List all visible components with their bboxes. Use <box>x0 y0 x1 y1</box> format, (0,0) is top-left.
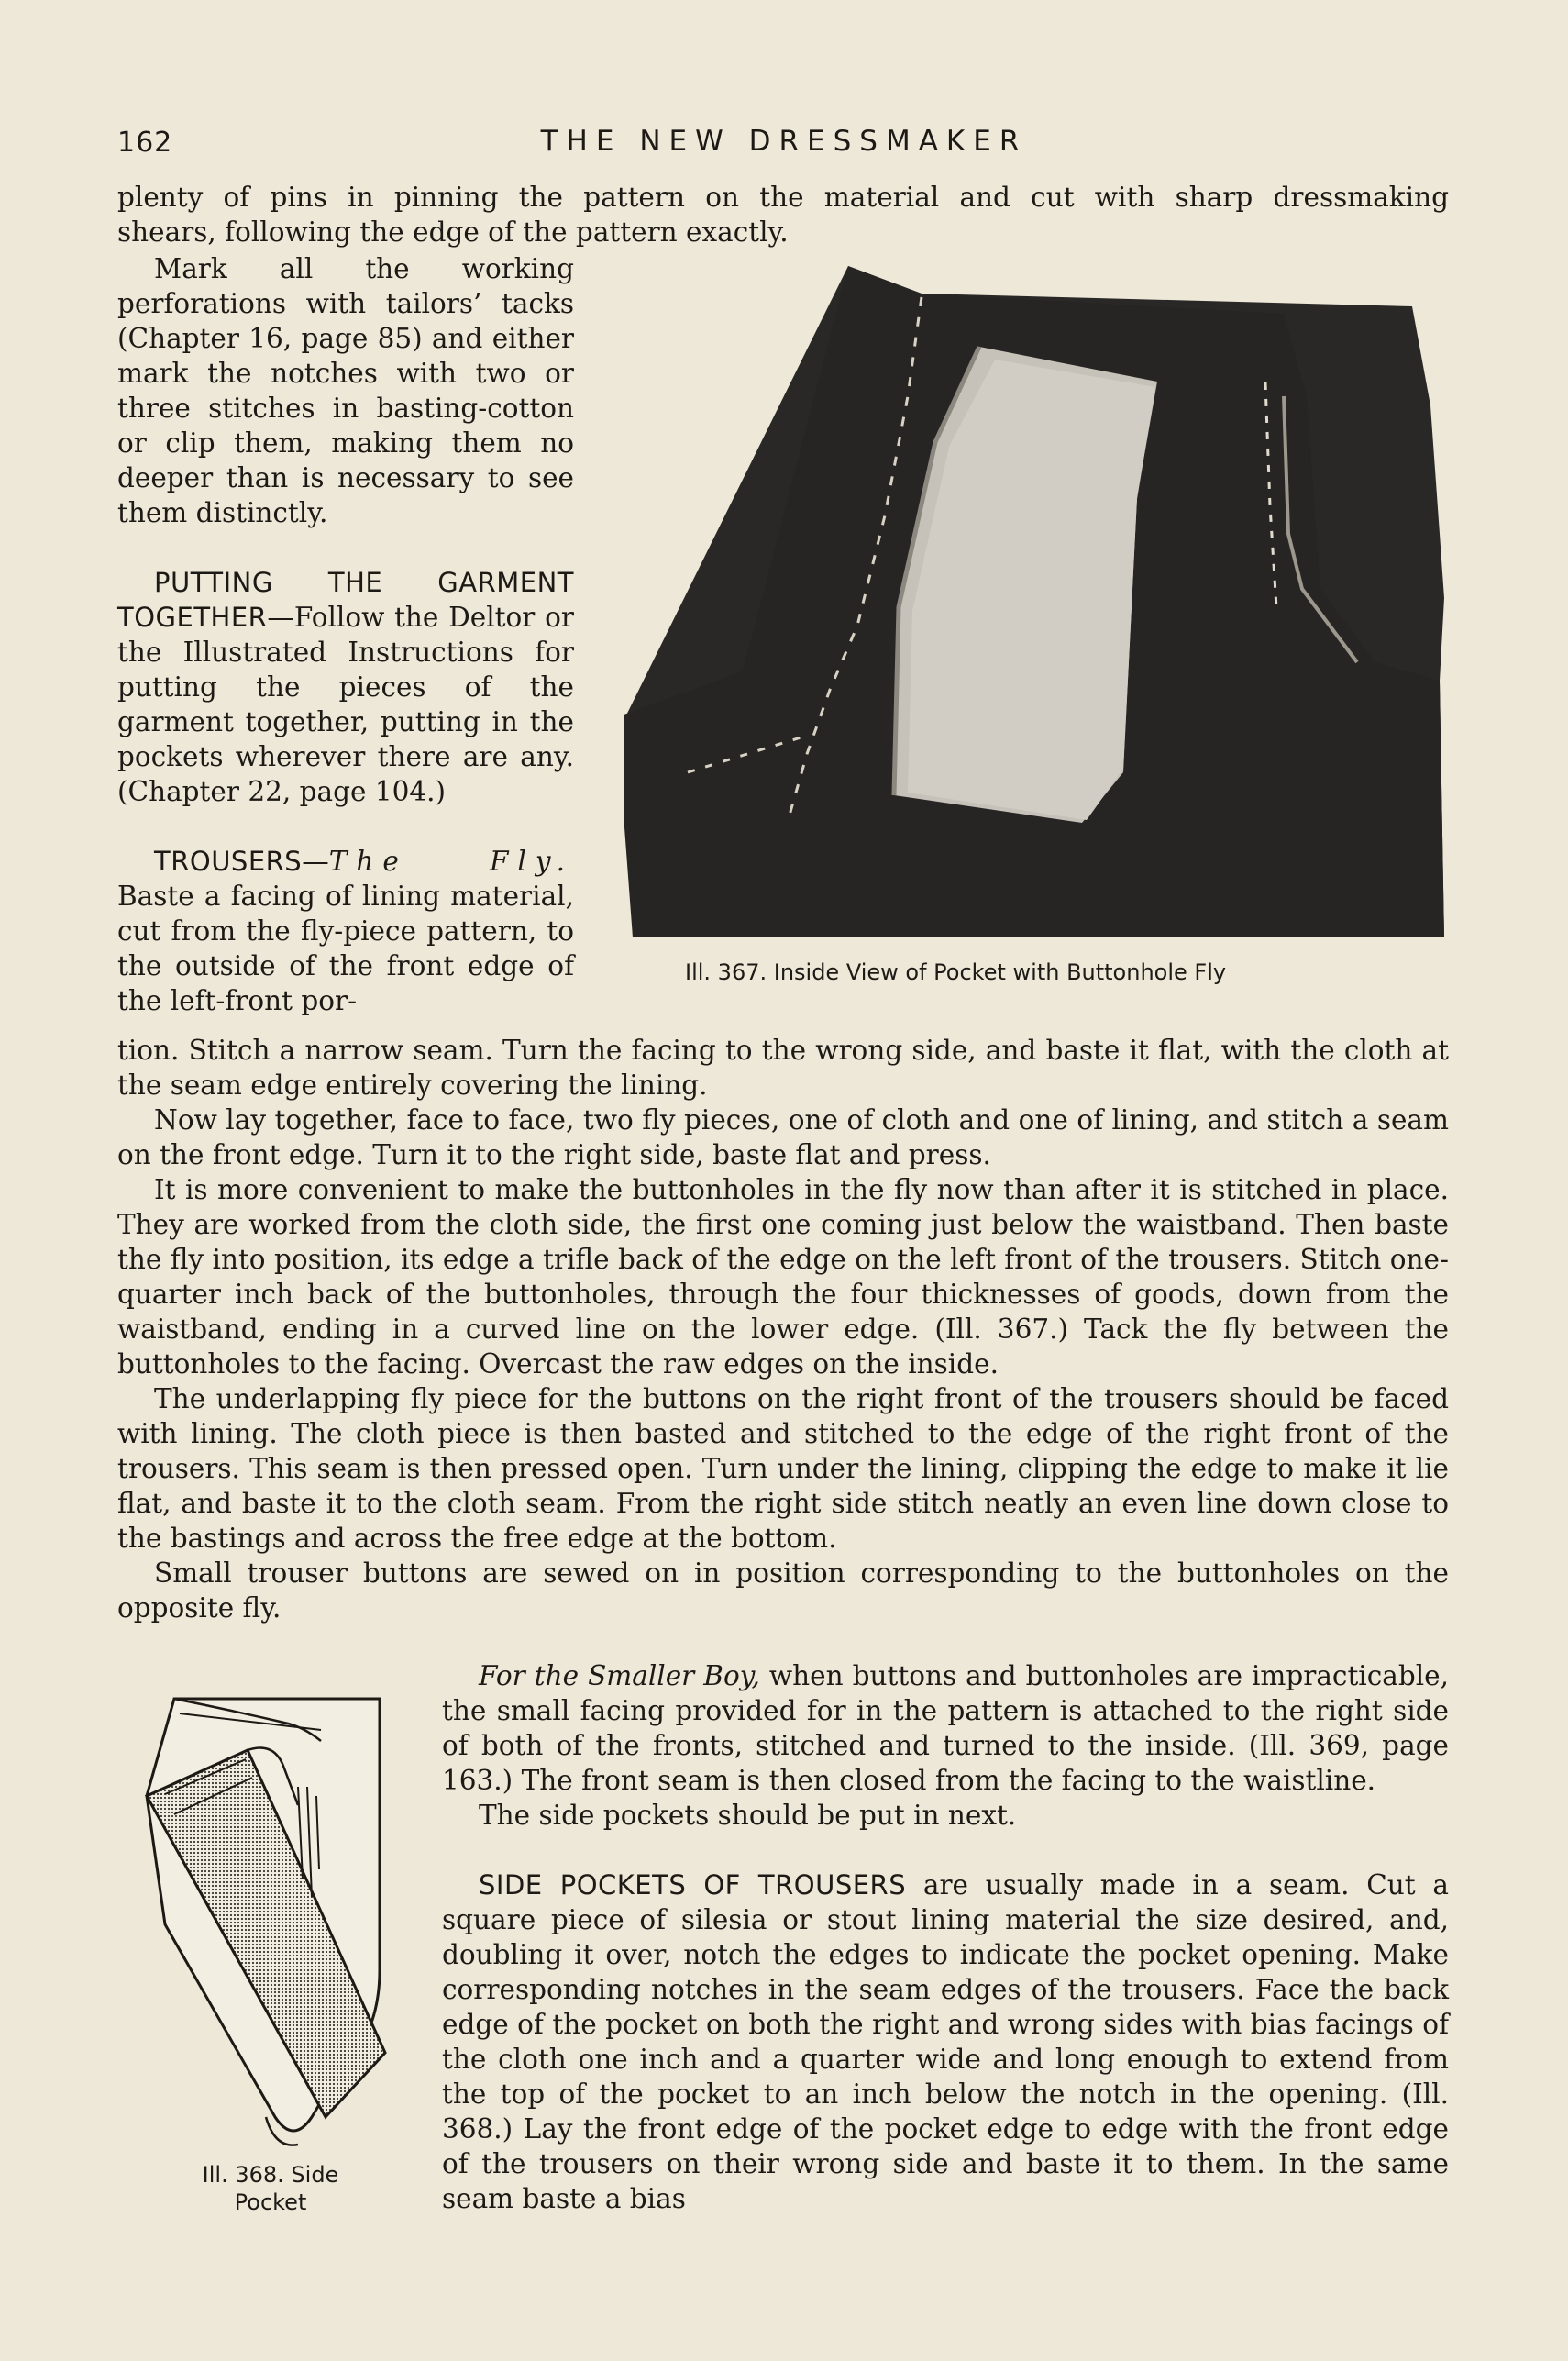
ill-368-caption-line-1: Ill. 368. Side <box>202 2162 339 2188</box>
side-pockets-next: The side pockets should be put in next. <box>479 1800 1017 1831</box>
fly-title: The Fly. <box>328 846 574 877</box>
mark-paragraph: Mark all the working perforations with tailors’ tacks (Chapter 16, page 85) and either mark the notches with two or three stitches in basting-cotton or clip them, making them no deeper than is necessary to see them distinctly. <box>117 253 574 528</box>
ill-368-caption <box>174 2161 367 2216</box>
opening-line-2: shears, following the edge of the pattern exactly. <box>117 216 789 248</box>
side-pockets-paragraph <box>442 1868 1449 2216</box>
trousers-heading: TROUSERS <box>154 846 303 877</box>
trousers-fly-paragraph <box>117 844 574 1018</box>
trousers-dash: — <box>302 846 329 877</box>
fly-text-full: tion. Stitch a narrow seam. Turn the facing to the wrong side, and baste it flat, with the cloth at the seam edge entirely covering the lining. <box>117 1035 1449 1101</box>
opening-paragraph <box>117 180 1449 249</box>
smaller-boy-paragraph <box>442 1658 1449 1798</box>
ill-367-figure <box>624 259 1449 937</box>
fly-text-narrow: Baste a facing of lining material, cut from the fly-piece pattern, to the outside of the front edge of the left-front por- <box>117 881 574 1016</box>
small-buttons-paragraph: Small trouser buttons are sewed on in position corresponding to the buttonholes on the opposite fly. <box>117 1557 1449 1624</box>
putting-together-paragraph <box>117 565 574 809</box>
page-number: 162 <box>117 127 173 159</box>
convenient-paragraph: It is more convenient to make the buttonholes in the fly now than after it is stitched in place. They are worked from the cloth side, the first one coming just below the waistband. Then baste the fly into position, its edge a trifle back of the edge on the left front of the trousers. Stitch one-quarter inch back of the buttonholes, through the four thicknesses of goods, down from the waistband, ending in a curved line on the lower edge. (Ill. 367.) Tack the fly between the buttonholes to the facing. Overcast the raw edges on the inside. <box>117 1174 1449 1380</box>
right-column <box>442 1658 1449 2216</box>
side-pockets-text: are usually made in a seam. Cut a square piece of silesia or stout lining material the size desired, and, doubling it over, notch the edges to indicate the pocket opening. Make corresponding notches in the seam edges of the trousers. Face the back edge of the pocket on both the right and wrong sides with bias facings of the cloth one inch and a quarter wide and long enough to extend from the top of the pocket to an inch below the notch in the opening. (Ill. 368.) Lay the front edge of the pocket edge to edge with the front edge of the trousers on their wrong side and baste it to them. In the same seam baste a bias <box>442 1869 1449 2214</box>
opening-line-1: plenty of pins in pinning the pattern on the material and cut with sharp dressmaking <box>117 182 1449 213</box>
putting-together-text: —Follow the Deltor or the Illustrated Instructions for putting the pieces of the garment together, putting in the pockets wherever there are any. (Chapter 22, page 104.) <box>117 602 574 807</box>
smaller-boy-title: For the Smaller Boy, <box>479 1660 760 1691</box>
underlapping-paragraph: The underlapping fly piece for the buttons on the right front of the trousers should be faced with lining. The cloth piece is then basted and stitched to the edge of the right front of the trousers. This seam is then pressed open. Turn under the lining, clipping the edge to make it lie flat, and baste it to the cloth seam. From the right side stitch neatly an even line down close to the bastings and across the free edge at the bottom. <box>117 1383 1449 1554</box>
left-column <box>117 251 574 1018</box>
running-title: THE NEW DRESSMAKER <box>540 125 1028 158</box>
main-text <box>117 1033 1449 1625</box>
putting-together-heading: PUTTING THE GARMENT TOGETHER <box>117 567 574 633</box>
side-pockets-heading: SIDE POCKETS OF TROUSERS <box>479 1869 907 1901</box>
ill-368-caption-line-2: Pocket <box>234 2189 307 2215</box>
now-lay-paragraph: Now lay together, face to face, two fly pieces, one of cloth and one of lining, and stitch a seam on the front edge. Turn it to the right side, baste flat and press. <box>117 1104 1449 1170</box>
ill-368-figure <box>138 1686 394 2163</box>
ill-367-caption: Ill. 367. Inside View of Pocket with Buttonhole Fly <box>685 959 1227 985</box>
smaller-boy-text: when buttons and buttonholes are impracticable, the small facing provided for in the pattern is attached to the right side of both of the fronts, stitched and turned to the inside. (Ill. 369, page 163.) The front seam is then closed from the facing to the waistline. <box>442 1660 1449 1796</box>
